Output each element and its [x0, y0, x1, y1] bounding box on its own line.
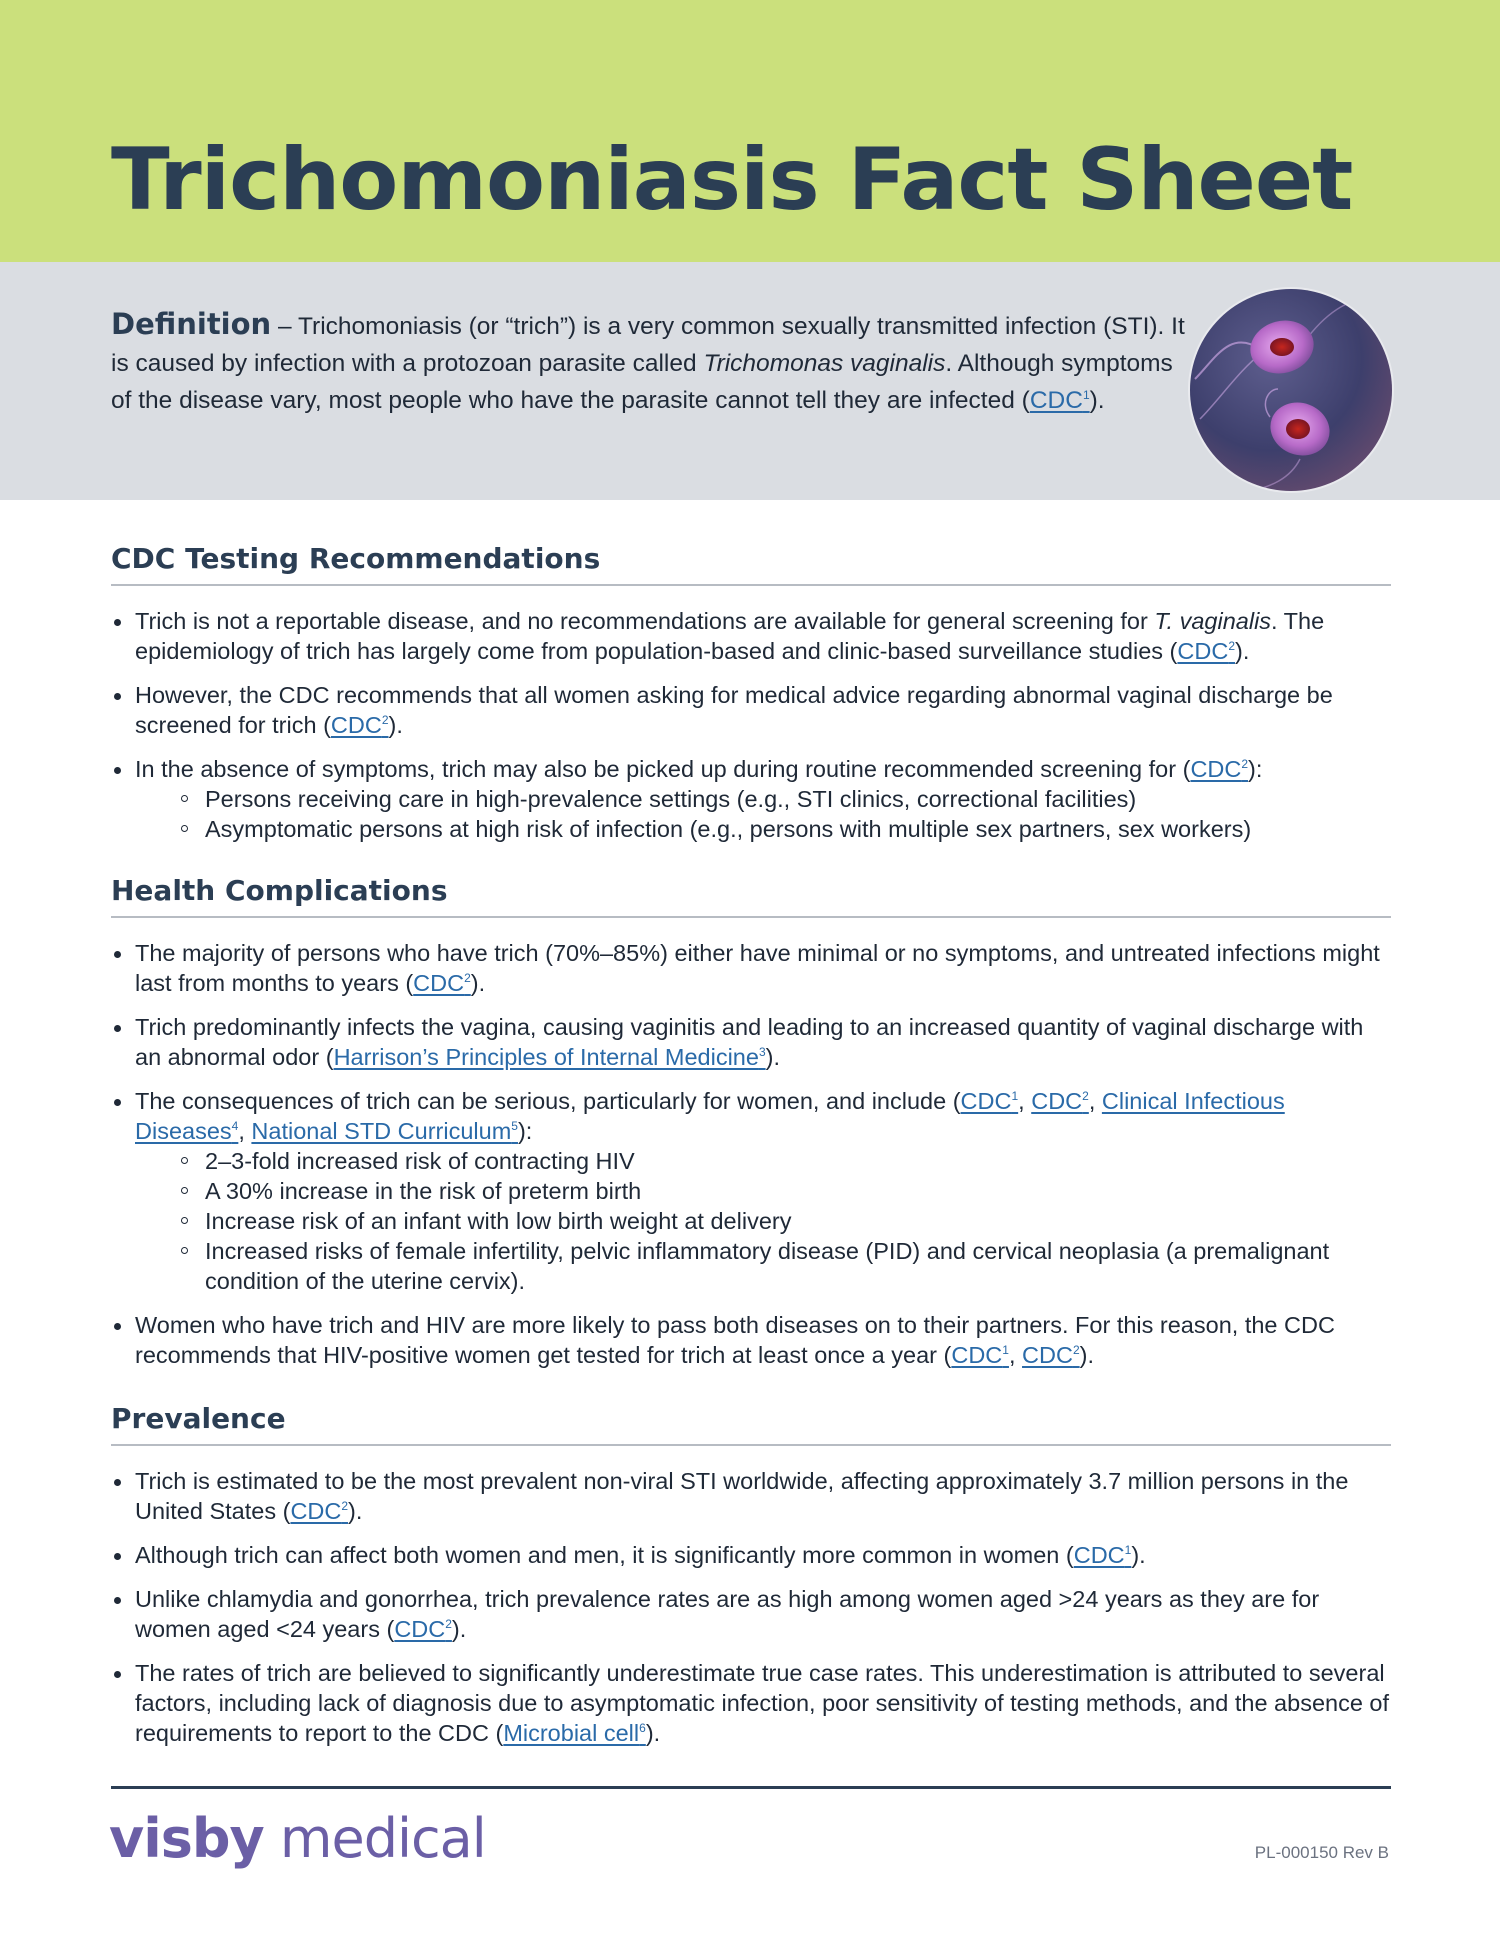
clinical-infectious-diseases-link[interactable]: Clinical Infectious Diseases$^4$	[135, 1088, 1285, 1144]
national-std-curriculum-link[interactable]: National STD Curriculum$^5$	[251, 1118, 518, 1144]
list-item: In the absence of symptoms, trich may also be picked up during routine recommended screening for (CDC$^2$): Persons receiving care in high-prevalence settings (e.g., STI clinics, correctional facilities) Asymptomatic persons at high risk of infection (e.g., persons with multiple sex partners, sex workers)	[111, 754, 1391, 844]
sub-list-item: A 30% increase in the risk of preterm birth	[205, 1176, 1391, 1206]
cdc-reference-link[interactable]: CDC$^2$	[1031, 1088, 1089, 1114]
section-divider	[111, 584, 1391, 586]
cdc-reference-link[interactable]: CDC$^1$	[951, 1342, 1009, 1368]
section-complications	[111, 870, 1391, 1384]
cdc-reference-link[interactable]: CDC$^1$	[1073, 1542, 1132, 1568]
sub-list-item: Increase risk of an infant with low birth weight at delivery	[205, 1206, 1391, 1236]
sub-list-item: Asymptomatic persons at high risk of infection (e.g., persons with multiple sex partners, sex workers)	[205, 814, 1391, 844]
list-item: Although trich can affect both women and men, it is significantly more common in women (CDC$^1$).	[111, 1540, 1391, 1570]
list-item: Trich is estimated to be the most prevalent non-viral STI worldwide, affecting approximately 3.7 million persons in the United States (CDC$^2$).	[111, 1466, 1391, 1526]
cdc-reference-link[interactable]: CDC$^2$	[1022, 1342, 1080, 1368]
cdc-reference-link[interactable]: CDC$^2$	[413, 970, 471, 996]
document-number: PL-000150 Rev B	[1254, 1843, 1389, 1862]
section-testing	[111, 538, 1391, 858]
list-item: Women who have trich and HIV are more likely to pass both diseases on to their partners. For this reason, the CDC recommends that HIV-positive women get tested for trich at least once a year (CDC$^1$, CDC$^2$).	[111, 1310, 1391, 1370]
sub-list-item: 2–3-fold increased risk of contracting HIV	[205, 1146, 1391, 1176]
section-prevalence	[111, 1398, 1391, 1762]
section-title: Prevalence	[111, 1402, 286, 1435]
sub-list-item: Persons receiving care in high-prevalence settings (e.g., STI clinics, correctional facilities)	[205, 784, 1391, 814]
list-item: Unlike chlamydia and gonorrhea, trich prevalence rates are as high among women aged >24 years as they are for women aged <24 years (CDC$^2$).	[111, 1584, 1391, 1644]
list-item: However, the CDC recommends that all women asking for medical advice regarding abnormal vaginal discharge be screened for trich (CDC$^2$).	[111, 680, 1391, 740]
cdc-reference-link[interactable]: CDC$^1$	[960, 1088, 1019, 1114]
list-item: Trich is not a reportable disease, and no recommendations are available for general screening for T. vaginalis. The epidemiology of trich has largely come from population-based and clinic-based surveillance studies (CDC$^2$).	[111, 606, 1391, 666]
visby-medical-logo: visby medical	[109, 1807, 486, 1870]
page-title: Trichomoniasis Fact Sheet	[111, 130, 1353, 230]
list-item: Trich predominantly infects the vagina, causing vaginitis and leading to an increased quantity of vaginal discharge with an abnormal odor (Harrison’s Principles of Internal Medicine$^3$).	[111, 1012, 1391, 1072]
cdc-reference-link[interactable]: CDC$^2$	[330, 712, 389, 738]
microbial-cell-reference-link[interactable]: Microbial cell$^6$	[503, 1720, 646, 1746]
parasite-image	[1190, 289, 1392, 491]
section-title: CDC Testing Recommendations	[111, 542, 601, 575]
definition-text: Definition – Trichomoniasis (or “trich”) is a very common sexually transmitted infection (STI). It is caused by infection with a protozoan parasite called Trichomonas vaginalis. Although symptoms of the disease vary, most people who have the parasite cannot tell they are infected (CDC$^1$).	[111, 307, 1185, 414]
footer-divider	[111, 1786, 1391, 1789]
cdc-reference-link[interactable]: CDC$^2$	[1190, 756, 1249, 782]
section-title: Health Complications	[111, 874, 448, 907]
cdc-reference-link[interactable]: CDC$^2$	[1177, 638, 1235, 664]
section-divider	[111, 1444, 1391, 1446]
list-item: The majority of persons who have trich (70%–85%) either have minimal or no symptoms, and untreated infections might last from months to years (CDC$^2$).	[111, 938, 1391, 998]
cdc-reference-link[interactable]: CDC$^2$	[290, 1498, 349, 1524]
definition-label: Definition	[111, 307, 272, 341]
cdc-reference-link[interactable]: CDC$^1$	[1029, 387, 1090, 414]
list-item: The consequences of trich can be serious, particularly for women, and include (CDC$^1$, CDC$^2$, Clinical Infectious Diseases$^4$, National STD Curriculum$^5$): 2–3-fold increased risk of contracting HIV A 30% increase in the risk of preterm birth Increase risk of an infant with low birth weight at delivery Increased risks of female infertility, pelvic inflammatory disease (PID) and cervical neoplasia (a premalignant condition of the uterine cervix).	[111, 1086, 1391, 1296]
sub-list-item: Increased risks of female infertility, pelvic inflammatory disease (PID) and cervical neoplasia (a premalignant condition of the uterine cervix).	[205, 1236, 1391, 1296]
section-divider	[111, 916, 1391, 918]
cdc-reference-link[interactable]: CDC$^2$	[394, 1616, 452, 1642]
list-item: The rates of trich are believed to significantly underestimate true case rates. This underestimation is attributed to several factors, including lack of diagnosis due to asymptomatic infection, poor sensitivity of testing methods, and the absence of requirements to report to the CDC (Microbial cell$^6$).	[111, 1658, 1391, 1748]
harrisons-reference-link[interactable]: Harrison’s Principles of Internal Medicine$^3$	[333, 1044, 766, 1070]
